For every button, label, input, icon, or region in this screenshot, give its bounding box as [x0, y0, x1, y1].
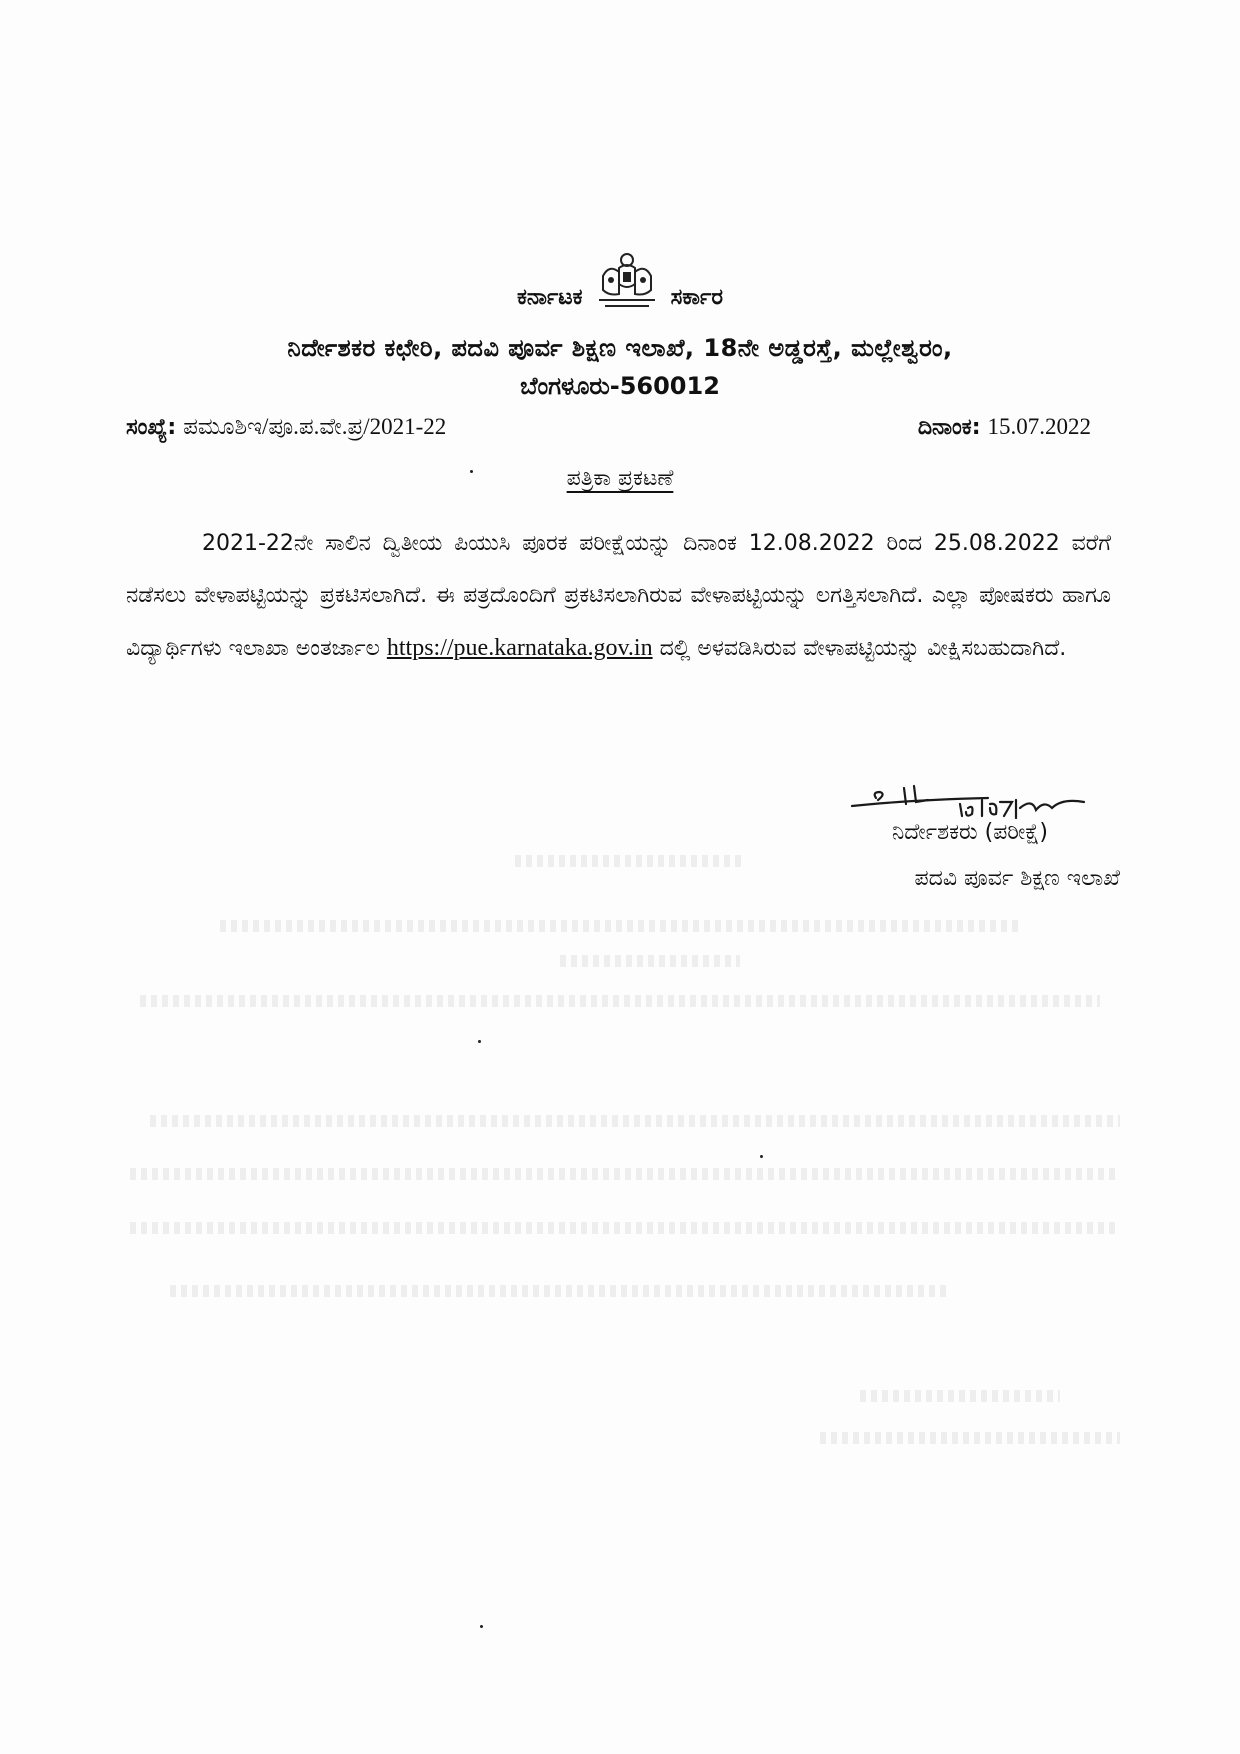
state-emblem-icon [589, 250, 665, 310]
bleedthrough-mark [130, 1168, 1120, 1180]
reference-number-value: ಪಮೂಶಿಇ/ಪೂ.ಪ.ವೇ.ಪ್ರ/2021-22 [183, 414, 447, 439]
bleedthrough-mark [560, 955, 740, 967]
reference-number-label: ಸಂಖ್ಯೆ: [126, 415, 177, 440]
press-release-title: ಪತ್ರಿಕಾ ಪ್ರಕಟಣೆ [566, 466, 674, 491]
speck [478, 1040, 481, 1043]
government-header [0, 250, 1240, 310]
bleedthrough-mark [820, 1432, 1120, 1444]
gov-name-right: ಸರ್ಕಾರ [670, 285, 723, 310]
body-paragraph-part2: ದಲ್ಲಿ ಅಳವಡಿಸಿರುವ ವೇಳಾಪಟ್ಟಿಯನ್ನು ವೀಕ್ಷಿಸಬಹುದಾಗಿದೆ. [659, 636, 1067, 661]
signatory-department: ಪದವಿ ಪೂರ್ವ ಶಿಕ್ಷಣ ಇಲಾಖೆ [914, 866, 1120, 891]
bleedthrough-mark [130, 1222, 1120, 1234]
speck [470, 470, 473, 473]
reference-date [918, 414, 1091, 440]
speck [480, 1625, 483, 1628]
gov-name-left: ಕರ್ನಾಟಕ [517, 285, 583, 310]
reference-date-label: ದಿನಾಂಕ: [917, 415, 981, 440]
bleedthrough-mark [515, 855, 745, 867]
office-city: ಬೆಂಗಳೂರು-560012 [520, 372, 720, 400]
reference-row [126, 414, 1091, 440]
speck [760, 1155, 763, 1158]
signatory-title: ನಿರ್ದೇಶಕರು (ಪರೀಕ್ಷೆ) [891, 820, 1049, 845]
bleedthrough-mark [150, 1115, 1120, 1127]
bleedthrough-mark [170, 1285, 950, 1297]
press-release-heading [0, 466, 1240, 491]
bleedthrough-mark [140, 995, 1100, 1007]
handwritten-signature [848, 778, 1088, 826]
bleedthrough-mark [860, 1390, 1060, 1402]
body-paragraph-part1: 2021-22ನೇ ಸಾಲಿನ ದ್ವಿತೀಯ ಪಿಯುಸಿ ಪೂರಕ ಪರೀಕ್ಷೆಯನ್ನು ದಿನಾಂಕ 12.08.2022 ರಿಂದ 25.08.2022 ವರೆಗೆ ನಡೆಸಲು ವೇಳಾಪಟ್ಟಿಯನ್ನು ಪ್ರಕಟಿಸಲಾಗಿದೆ. ಈ ಪತ್ರದೊಂದಿಗೆ ಪ್ರಕಟಿಸಲಾಗಿರುವ ವೇಳಾಪಟ್ಟಿಯನ್ನು ಲಗತ್ತಿಸಲಾಗಿದೆ. ಎಲ್ಲಾ ಪೋಷಕರು ಹಾಗೂ ವಿದ್ಯಾರ್ಥಿಗಳು ಇಲಾಖಾ ಅಂತರ್ಜಾಲ [126, 531, 1111, 661]
reference-number [126, 414, 446, 440]
press-release-body [126, 518, 1111, 675]
pue-website-link[interactable]: https://pue.karnataka.gov.in [386, 635, 653, 661]
office-address: ನಿರ್ದೇಶಕರ ಕಛೇರಿ, ಪದವಿ ಪೂರ್ವ ಶಿಕ್ಷಣ ಇಲಾಖೆ, 18ನೇ ಅಡ್ಡರಸ್ತೆ, ಮಲ್ಲೇಶ್ವರಂ, [287, 334, 953, 362]
reference-date-value: 15.07.2022 [987, 414, 1091, 439]
bleedthrough-mark [220, 920, 1020, 932]
